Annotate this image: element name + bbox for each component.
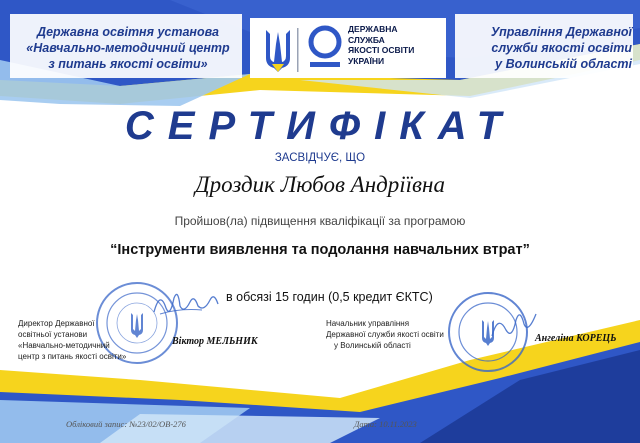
right-signatory-title: Начальник управління Державної служби якості освіти у Волинській області <box>326 319 444 350</box>
signature-scribble-icon <box>486 304 542 344</box>
service-ring-logo-icon <box>306 24 346 68</box>
right-organization-name: Управління Державної служби якості освіти у Волинській області <box>490 25 632 71</box>
signature-scribble-icon <box>150 284 230 320</box>
registration-number: Обліковий запис: №23/02/ОВ-276 <box>66 419 186 429</box>
left-signatory-name: Віктор МЕЛЬНИК <box>172 336 258 347</box>
right-signatory-name: Ангеліна КОРЕЦЬ <box>535 333 617 344</box>
left-organization-name: Державна освітня установа «Навчально-методичний центр з питань якості освіти» <box>26 25 230 71</box>
program-title: “Інструменти виявлення та подолання навчальних втрат” <box>110 242 530 258</box>
state-service-logo-text: ДЕРЖАВНА СЛУЖБА ЯКОСТІ ОСВІТИ УКРАЇНИ <box>348 24 415 66</box>
recipient-name: Дроздик Любов Андріївна <box>195 172 445 197</box>
course-hours: в обсязі 15 годин (0,5 кредит ЄКТС) <box>226 290 433 304</box>
certificate-title: СЕРТИФІКАТ <box>124 104 516 148</box>
left-signatory-title: Директор Державної освітньої установи «Навчально-методичний центр з питань якості освіти» <box>18 319 127 361</box>
program-intro-text: Пройшов(ла) підвищення кваліфікації за програмою <box>174 214 466 228</box>
certifies-text: ЗАСВІДЧУЄ, ЩО <box>274 152 366 164</box>
issue-date: Дата: 10.11.2023 <box>354 419 417 429</box>
